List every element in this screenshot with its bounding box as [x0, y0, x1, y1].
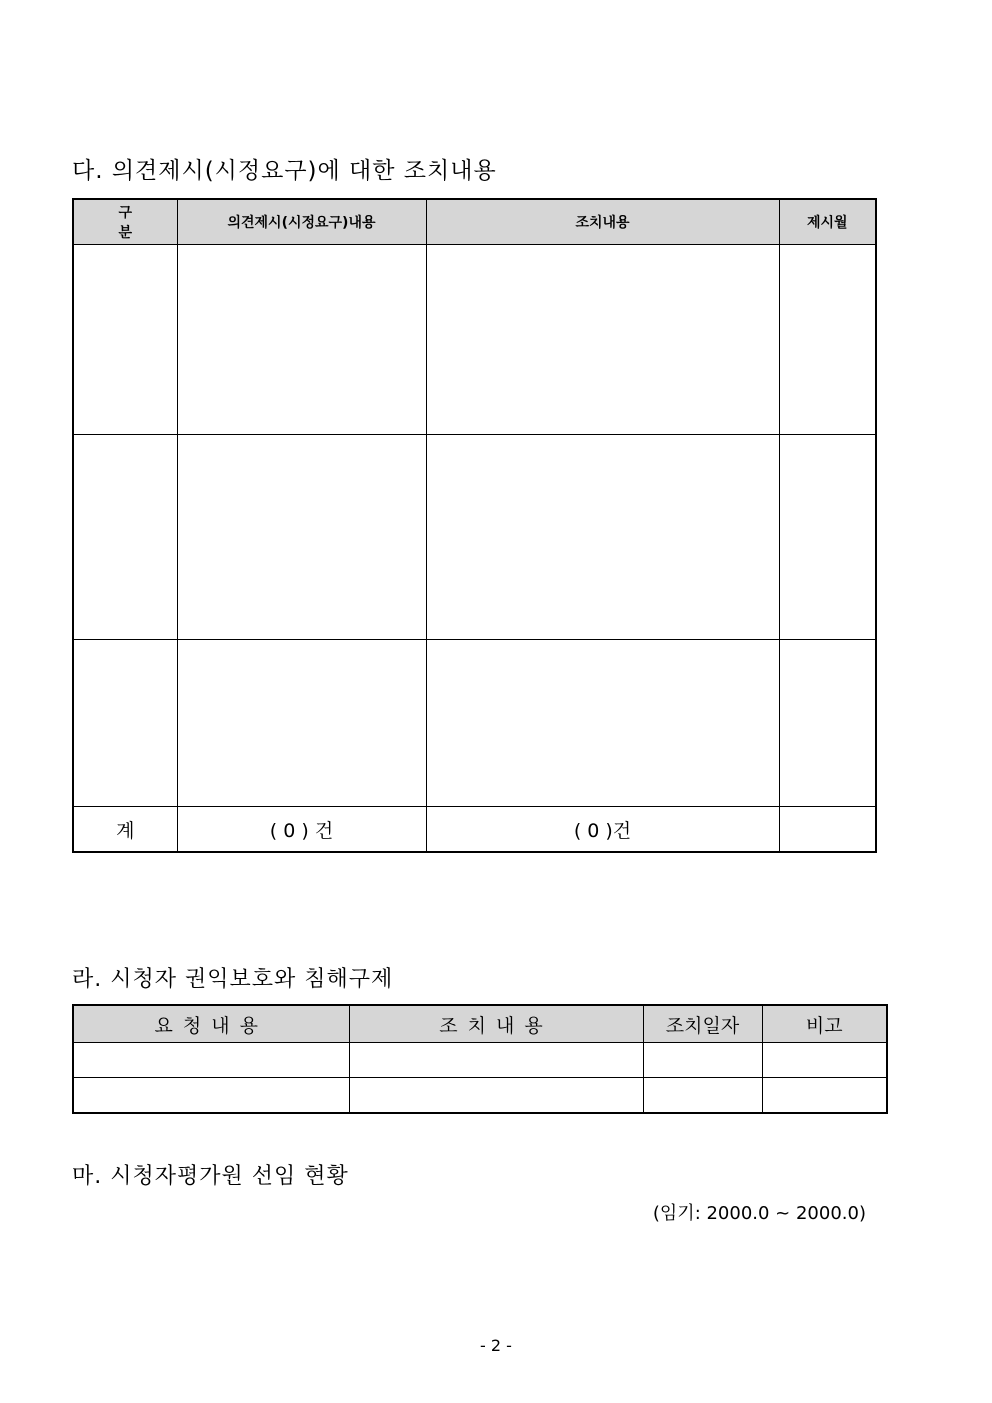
- header-date: 조치일자: [643, 1005, 762, 1043]
- opinion-action-table: [72, 198, 877, 853]
- cell-opinion[interactable]: [177, 435, 426, 640]
- term-note: (임기: 2000.0 ~ 2000.0): [652, 1203, 866, 1224]
- cell-month[interactable]: [779, 245, 876, 435]
- section-ra-title: 라. 시청자 권익보호와 침해구제: [72, 967, 394, 992]
- header-action: 조치내용: [349, 1005, 643, 1043]
- cell-action[interactable]: [426, 640, 779, 807]
- table-header-row: [73, 1005, 887, 1043]
- cell-action[interactable]: [349, 1078, 643, 1114]
- header-action: 조치내용: [426, 199, 779, 245]
- total-month[interactable]: [779, 807, 876, 853]
- table-row: [73, 435, 876, 640]
- cell-action[interactable]: [426, 435, 779, 640]
- cell-division[interactable]: [73, 245, 177, 435]
- page-number: - 2 -: [480, 1336, 512, 1355]
- cell-division[interactable]: [73, 435, 177, 640]
- header-request: 요청내용: [73, 1005, 349, 1043]
- cell-request[interactable]: [73, 1078, 349, 1114]
- header-month: 제시월: [779, 199, 876, 245]
- cell-action[interactable]: [349, 1043, 643, 1078]
- section-ma-title: 마. 시청자평가원 선임 현황: [72, 1164, 349, 1189]
- cell-date[interactable]: [643, 1043, 762, 1078]
- rights-protection-table: [72, 1004, 888, 1114]
- header-remarks: 비고: [762, 1005, 887, 1043]
- section-da-title: 다. 의견제시(시정요구)에 대한 조치내용: [72, 158, 497, 184]
- cell-month[interactable]: [779, 640, 876, 807]
- total-action-count: ( 0 )건: [426, 807, 779, 853]
- cell-month[interactable]: [779, 435, 876, 640]
- table-header-row: [73, 199, 876, 245]
- table-row: [73, 1078, 887, 1114]
- cell-opinion[interactable]: [177, 245, 426, 435]
- table-row: [73, 640, 876, 807]
- cell-request[interactable]: [73, 1043, 349, 1078]
- table-row: [73, 245, 876, 435]
- header-opinion: 의견제시(시정요구)내용: [177, 199, 426, 245]
- header-division: 구 분: [73, 199, 177, 245]
- total-label: 계: [73, 807, 177, 853]
- table-row: [73, 1043, 887, 1078]
- cell-remarks[interactable]: [762, 1043, 887, 1078]
- total-opinion-count: ( 0 ) 건: [177, 807, 426, 853]
- cell-remarks[interactable]: [762, 1078, 887, 1114]
- total-row: [73, 807, 876, 853]
- cell-date[interactable]: [643, 1078, 762, 1114]
- cell-action[interactable]: [426, 245, 779, 435]
- cell-opinion[interactable]: [177, 640, 426, 807]
- cell-division[interactable]: [73, 640, 177, 807]
